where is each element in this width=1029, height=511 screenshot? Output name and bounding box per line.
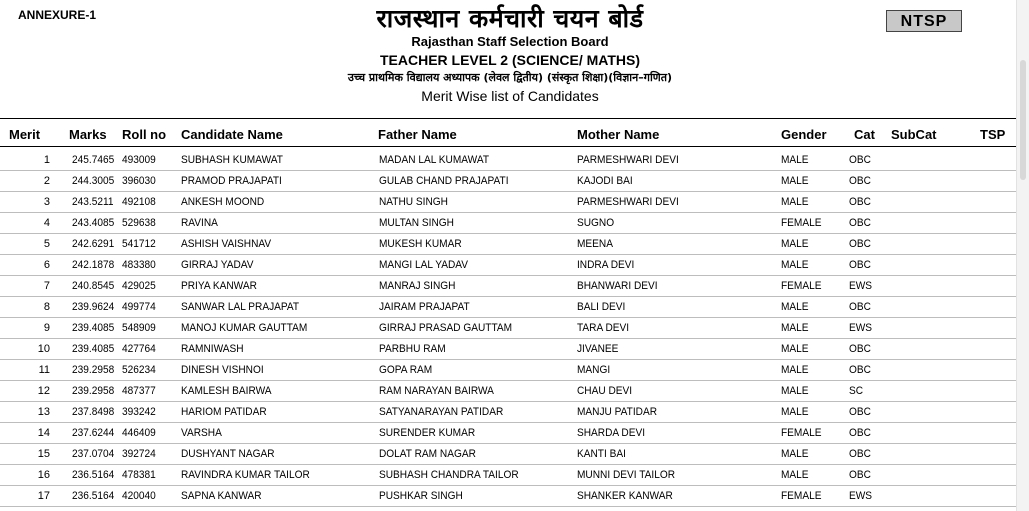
cat-cell: OBC bbox=[849, 364, 871, 376]
column-header-marks: Marks bbox=[69, 127, 107, 142]
mother-name-cell: PARMESHWARI DEVI bbox=[577, 154, 679, 166]
candidate-name-cell: MANOJ KUMAR GAUTTAM bbox=[181, 322, 308, 334]
annexure-label: ANNEXURE-1 bbox=[18, 8, 97, 22]
table-row bbox=[0, 255, 1016, 276]
scrollbar-thumb[interactable] bbox=[1020, 60, 1026, 180]
father-name-cell: SUBHASH CHANDRA TAILOR bbox=[379, 469, 519, 481]
table-row bbox=[0, 381, 1016, 402]
column-header-candidate-name: Candidate Name bbox=[181, 127, 283, 142]
roll-no-cell: 493009 bbox=[122, 154, 156, 166]
column-header-roll-no: Roll no bbox=[122, 127, 167, 142]
mother-name-cell: MEENA bbox=[577, 238, 613, 250]
merit-cell: 12 bbox=[37, 385, 50, 397]
mother-name-cell: MUNNI DEVI TAILOR bbox=[577, 469, 676, 481]
candidate-name-cell: SAPNA KANWAR bbox=[181, 490, 262, 502]
marks-cell: 236.5164 bbox=[72, 469, 115, 481]
vertical-scrollbar[interactable] bbox=[1016, 0, 1029, 511]
marks-cell: 240.8545 bbox=[72, 280, 115, 292]
merit-cell: 14 bbox=[37, 427, 50, 439]
document-header bbox=[0, 4, 1016, 105]
marks-cell: 236.5164 bbox=[72, 490, 115, 502]
column-header-subcat: SubCat bbox=[891, 127, 937, 142]
ntsp-badge: NTSP bbox=[886, 10, 962, 32]
merit-cell: 16 bbox=[37, 469, 50, 481]
mother-name-cell: KAJODI BAI bbox=[577, 175, 633, 187]
father-name-cell: DOLAT RAM NAGAR bbox=[379, 448, 476, 460]
merit-cell: 7 bbox=[43, 280, 50, 292]
cat-cell: OBC bbox=[849, 448, 871, 460]
candidate-table-body bbox=[0, 150, 1016, 507]
table-row bbox=[0, 213, 1016, 234]
gender-cell: MALE bbox=[781, 301, 809, 313]
marks-cell: 237.0704 bbox=[72, 448, 115, 460]
cat-cell: OBC bbox=[849, 259, 871, 271]
table-row bbox=[0, 486, 1016, 507]
gender-cell: MALE bbox=[781, 469, 809, 481]
cat-cell: OBC bbox=[849, 175, 871, 187]
table-top-rule bbox=[0, 118, 1016, 119]
roll-no-cell: 548909 bbox=[122, 322, 156, 334]
father-name-cell: MANRAJ SINGH bbox=[379, 280, 456, 292]
candidate-name-cell: DUSHYANT NAGAR bbox=[181, 448, 275, 460]
candidate-name-cell: DINESH VISHNOI bbox=[181, 364, 264, 376]
marks-cell: 239.2958 bbox=[72, 385, 115, 397]
column-header-merit: Merit bbox=[9, 127, 41, 142]
father-name-cell: GULAB CHAND PRAJAPATI bbox=[379, 175, 509, 187]
exam-title: TEACHER LEVEL 2 (SCIENCE/ MATHS) bbox=[379, 52, 641, 68]
merit-cell: 10 bbox=[37, 343, 50, 355]
table-row bbox=[0, 318, 1016, 339]
father-name-cell: JAIRAM PRAJAPAT bbox=[379, 301, 470, 313]
father-name-cell: NATHU SINGH bbox=[379, 196, 448, 208]
mother-name-cell: KANTI BAI bbox=[577, 448, 626, 460]
roll-no-cell: 529638 bbox=[122, 217, 156, 229]
roll-no-cell: 446409 bbox=[122, 427, 156, 439]
gender-cell: MALE bbox=[781, 448, 809, 460]
mother-name-cell: JIVANEE bbox=[577, 343, 619, 355]
father-name-cell: GOPA RAM bbox=[379, 364, 433, 376]
board-name: Rajasthan Staff Selection Board bbox=[411, 34, 609, 49]
gender-cell: MALE bbox=[781, 322, 809, 334]
table-row bbox=[0, 234, 1016, 255]
marks-cell: 243.5211 bbox=[72, 196, 114, 208]
table-row bbox=[0, 171, 1016, 192]
father-name-cell: RAM NARAYAN BAIRWA bbox=[379, 385, 494, 397]
gender-cell: MALE bbox=[781, 196, 809, 208]
cat-cell: OBC bbox=[849, 406, 871, 418]
column-header-father-name: Father Name bbox=[378, 127, 457, 142]
gender-cell: FEMALE bbox=[781, 490, 822, 502]
roll-no-cell: 483380 bbox=[122, 259, 156, 271]
candidate-name-cell: RAMNIWASH bbox=[181, 343, 244, 355]
mother-name-cell: PARMESHWARI DEVI bbox=[577, 196, 679, 208]
mother-name-cell: MANGI bbox=[577, 364, 611, 376]
cat-cell: OBC bbox=[849, 469, 871, 481]
roll-no-cell: 396030 bbox=[122, 175, 156, 187]
table-row bbox=[0, 150, 1016, 171]
gender-cell: FEMALE bbox=[781, 427, 822, 439]
mother-name-cell: MANJU PATIDAR bbox=[577, 406, 658, 418]
merit-cell: 8 bbox=[43, 301, 50, 313]
column-header-tsp: TSP bbox=[980, 127, 1006, 142]
marks-cell: 244.3005 bbox=[72, 175, 115, 187]
gender-cell: MALE bbox=[781, 175, 809, 187]
mother-name-cell: BALI DEVI bbox=[577, 301, 626, 313]
marks-cell: 237.8498 bbox=[72, 406, 115, 418]
candidate-name-cell: RAVINA bbox=[181, 217, 218, 229]
marks-cell: 239.4085 bbox=[72, 343, 115, 355]
father-name-cell: SATYANARAYAN PATIDAR bbox=[379, 406, 504, 418]
cat-cell: EWS bbox=[849, 322, 873, 334]
mother-name-cell: TARA DEVI bbox=[577, 322, 630, 334]
mother-name-cell: SUGNO bbox=[577, 217, 615, 229]
table-row bbox=[0, 276, 1016, 297]
merit-cell: 4 bbox=[43, 217, 50, 229]
table-row bbox=[0, 423, 1016, 444]
cat-cell: OBC bbox=[849, 301, 871, 313]
cat-cell: OBC bbox=[849, 427, 871, 439]
marks-cell: 242.1878 bbox=[72, 259, 115, 271]
merit-cell: 6 bbox=[43, 259, 50, 271]
table-row bbox=[0, 360, 1016, 381]
table-row bbox=[0, 444, 1016, 465]
merit-cell: 11 bbox=[38, 364, 50, 376]
cat-cell: SC bbox=[849, 385, 864, 397]
cat-cell: OBC bbox=[849, 196, 871, 208]
roll-no-cell: 526234 bbox=[122, 364, 156, 376]
candidate-name-cell: ASHISH VAISHNAV bbox=[181, 238, 272, 250]
roll-no-cell: 492108 bbox=[122, 196, 156, 208]
candidate-name-cell: GIRRAJ YADAV bbox=[181, 259, 254, 271]
cat-cell: OBC bbox=[849, 217, 871, 229]
merit-cell: 13 bbox=[37, 406, 50, 418]
marks-cell: 239.2958 bbox=[72, 364, 115, 376]
mother-name-cell: BHANWARI DEVI bbox=[577, 280, 658, 292]
roll-no-cell: 499774 bbox=[122, 301, 156, 313]
gender-cell: MALE bbox=[781, 364, 809, 376]
roll-no-cell: 420040 bbox=[122, 490, 156, 502]
marks-cell: 242.6291 bbox=[72, 238, 115, 250]
list-title: Merit Wise list of Candidates bbox=[421, 88, 599, 104]
father-name-cell: MADAN LAL KUMAWAT bbox=[379, 154, 490, 166]
mother-name-cell: SHARDA DEVI bbox=[577, 427, 646, 439]
merit-cell: 1 bbox=[43, 154, 50, 166]
candidate-name-cell: ANKESH MOOND bbox=[181, 196, 265, 208]
merit-cell: 17 bbox=[37, 490, 50, 502]
cat-cell: EWS bbox=[849, 280, 873, 292]
marks-cell: 243.4085 bbox=[72, 217, 115, 229]
father-name-cell: PUSHKAR SINGH bbox=[379, 490, 463, 502]
roll-no-cell: 429025 bbox=[122, 280, 156, 292]
table-header-rule bbox=[0, 146, 1016, 147]
father-name-cell: PARBHU RAM bbox=[379, 343, 446, 355]
marks-cell: 239.4085 bbox=[72, 322, 115, 334]
roll-no-cell: 427764 bbox=[122, 343, 156, 355]
merit-cell: 3 bbox=[43, 196, 50, 208]
roll-no-cell: 541712 bbox=[122, 238, 156, 250]
candidate-name-cell: KAMLESH BAIRWA bbox=[181, 385, 272, 397]
merit-cell: 5 bbox=[43, 238, 50, 250]
roll-no-cell: 393242 bbox=[122, 406, 156, 418]
gender-cell: MALE bbox=[781, 406, 809, 418]
candidate-name-cell: VARSHA bbox=[181, 427, 222, 439]
candidate-name-cell: HARIOM PATIDAR bbox=[181, 406, 267, 418]
marks-cell: 239.9624 bbox=[72, 301, 115, 313]
column-header-gender: Gender bbox=[781, 127, 827, 142]
cat-cell: EWS bbox=[849, 490, 873, 502]
candidate-name-cell: PRIYA KANWAR bbox=[181, 280, 257, 292]
merit-cell: 2 bbox=[43, 175, 50, 187]
candidate-name-cell: RAVINDRA KUMAR TAILOR bbox=[181, 469, 310, 481]
roll-no-cell: 392724 bbox=[122, 448, 156, 460]
gender-cell: MALE bbox=[781, 385, 809, 397]
gender-cell: MALE bbox=[781, 154, 809, 166]
table-row bbox=[0, 297, 1016, 318]
candidate-name-cell: PRAMOD PRAJAPATI bbox=[181, 175, 282, 187]
gender-cell: FEMALE bbox=[781, 280, 822, 292]
marks-cell: 237.6244 bbox=[72, 427, 115, 439]
candidate-name-cell: SUBHASH KUMAWAT bbox=[181, 154, 283, 166]
roll-no-cell: 478381 bbox=[122, 469, 156, 481]
table-row bbox=[0, 339, 1016, 360]
cat-cell: OBC bbox=[849, 343, 871, 355]
father-name-cell: MUKESH KUMAR bbox=[379, 238, 462, 250]
gender-cell: MALE bbox=[781, 238, 809, 250]
mother-name-cell: CHAU DEVI bbox=[577, 385, 633, 397]
hindi-subtitle: उच्च प्राथमिक विद्यालय अध्यापक (लेवल द्वितीय) (संस्कृत शिक्षा)(विज्ञान–गणित) bbox=[347, 71, 673, 84]
cat-cell: OBC bbox=[849, 238, 871, 250]
table-row bbox=[0, 465, 1016, 486]
father-name-cell: SURENDER KUMAR bbox=[379, 427, 476, 439]
father-name-cell: GIRRAJ PRASAD GAUTTAM bbox=[379, 322, 513, 334]
gender-cell: FEMALE bbox=[781, 217, 822, 229]
column-header-mother-name: Mother Name bbox=[577, 127, 660, 142]
mother-name-cell: SHANKER KANWAR bbox=[577, 490, 673, 502]
father-name-cell: MULTAN SINGH bbox=[379, 217, 454, 229]
merit-cell: 9 bbox=[43, 322, 50, 334]
marks-cell: 245.7465 bbox=[72, 154, 115, 166]
gender-cell: MALE bbox=[781, 259, 809, 271]
candidate-name-cell: SANWAR LAL PRAJAPAT bbox=[181, 301, 300, 313]
roll-no-cell: 487377 bbox=[122, 385, 156, 397]
father-name-cell: MANGI LAL YADAV bbox=[379, 259, 469, 271]
table-row bbox=[0, 402, 1016, 423]
table-row bbox=[0, 192, 1016, 213]
mother-name-cell: INDRA DEVI bbox=[577, 259, 635, 271]
column-header-cat: Cat bbox=[854, 127, 875, 142]
merit-cell: 15 bbox=[37, 448, 50, 460]
hindi-title: राजस्थान कर्मचारी चयन बोर्ड bbox=[376, 4, 644, 33]
cat-cell: OBC bbox=[849, 154, 871, 166]
gender-cell: MALE bbox=[781, 343, 809, 355]
